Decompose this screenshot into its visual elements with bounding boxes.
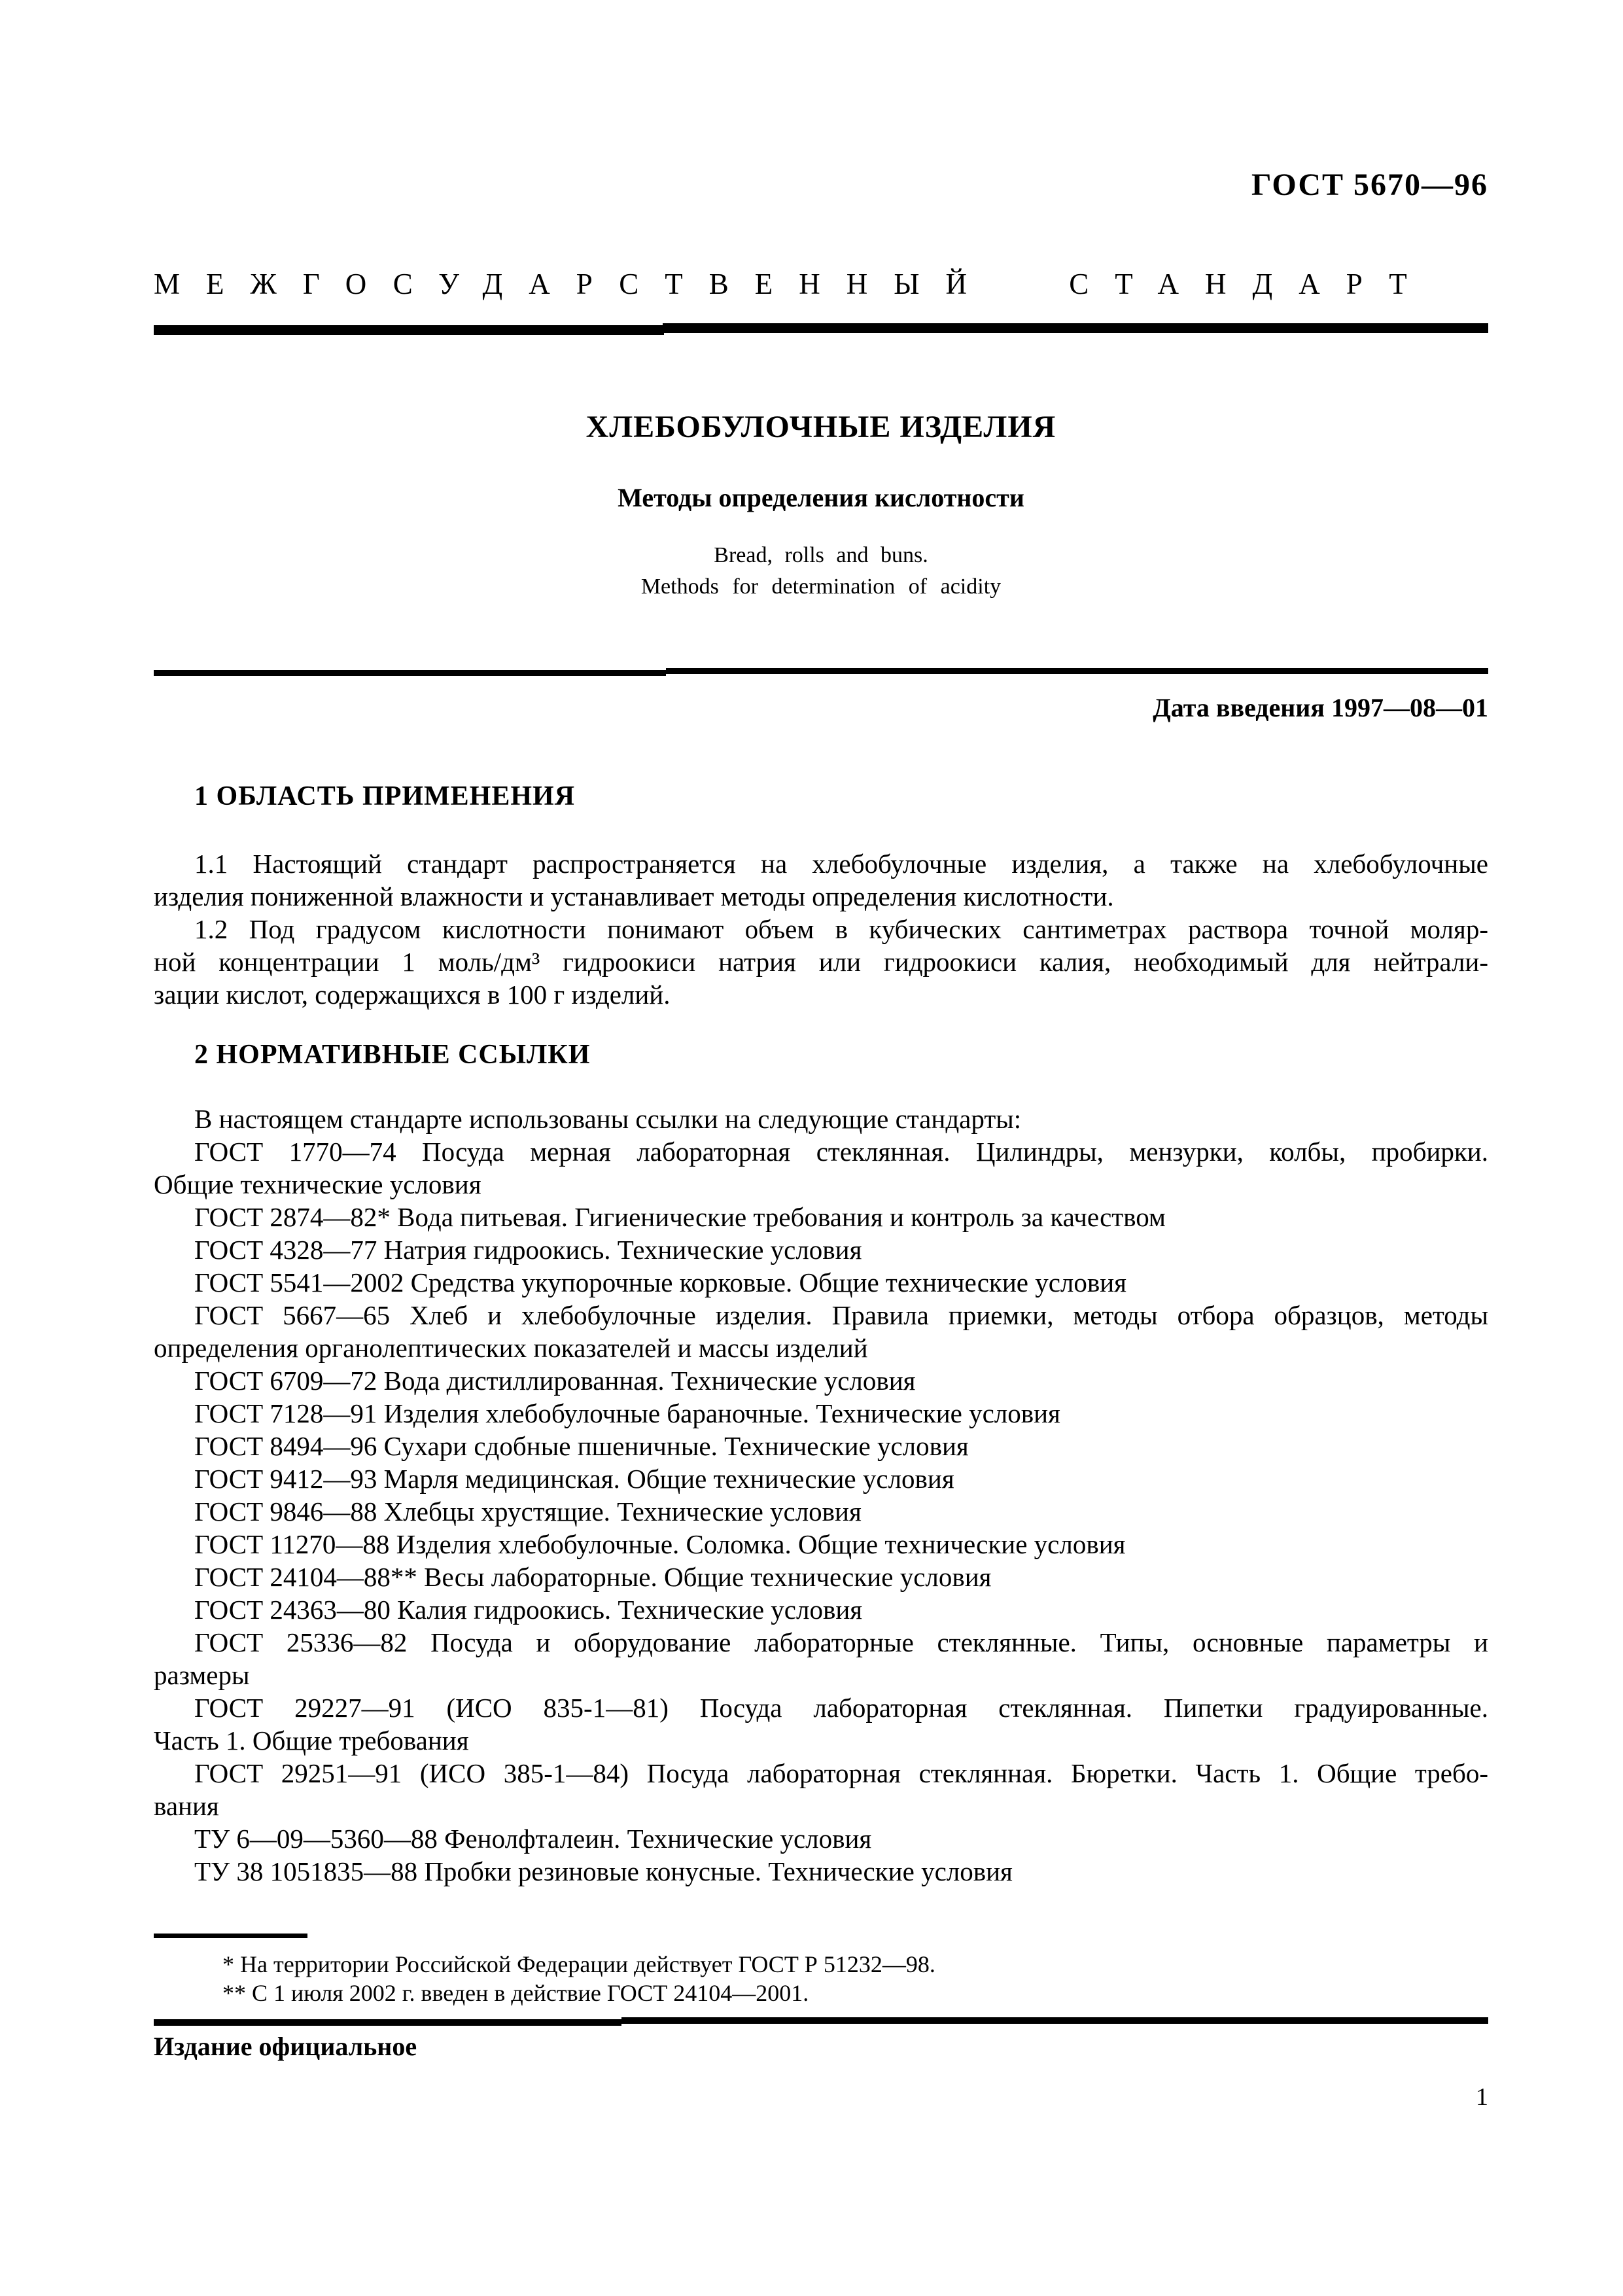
reference-line: В настоящем стандарте использованы ссылки на следующие стандарты:: [194, 1104, 1022, 1134]
doc-number: ГОСТ 5670—96: [1251, 168, 1488, 202]
reference-line: ГОСТ 24104—88** Весы лабораторные. Общие технические условия: [194, 1562, 992, 1592]
reference-line: ГОСТ 5667—65 Хлеб и хлебобулочные изделия. Правила приемки, методы отбора образцов, методы: [194, 1300, 1488, 1330]
reference-line: Общие технические условия: [154, 1169, 481, 1199]
section-2-heading: 2 НОРМАТИВНЫЕ ССЫЛКИ: [194, 1040, 591, 1070]
text-line: изделия пониженной влажности и устанавливает методы определения кислотности.: [154, 881, 1114, 911]
top-rule-left: [154, 325, 664, 335]
reference-line: ГОСТ 6709—72 Вода дистиллированная. Технические условия: [194, 1366, 916, 1396]
page-number: 1: [1476, 2083, 1488, 2111]
footnote-separator: [154, 1934, 307, 1938]
footnote: * На территории Российской Федерации действует ГОСТ Р 51232—98.: [222, 1951, 935, 1977]
standard-type-banner: МЕЖГОСУДАРСТВЕННЫЙ СТАНДАРТ: [154, 268, 1433, 300]
reference-line: ГОСТ 2874—82* Вода питьевая. Гигиенические требования и контроль за качеством: [194, 1202, 1166, 1232]
reference-line: ГОСТ 4328—77 Натрия гидроокись. Технические условия: [194, 1235, 862, 1265]
reference-line: ГОСТ 24363—80 Калия гидроокись. Технические условия: [194, 1595, 863, 1625]
reference-line: Часть 1. Общие требования: [154, 1725, 469, 1756]
text-line: 1.2 Под градусом кислотности понимают объем в кубических сантиметрах раствора точной моляр-: [194, 914, 1488, 944]
document-title: ХЛЕБОБУЛОЧНЫЕ ИЗДЕЛИЯ: [585, 410, 1056, 444]
reference-line: размеры: [154, 1660, 250, 1690]
edition-note: Издание официальное: [154, 2032, 417, 2061]
reference-line: ГОСТ 5541—2002 Средства укупорочные корковые. Общие технические условия: [194, 1267, 1127, 1298]
reference-line: ТУ 6—09—5360—88 Фенолфталеин. Технические условия: [194, 1824, 872, 1854]
top-rule-right: [663, 323, 1488, 333]
reference-line: ГОСТ 11270—88 Изделия хлебобулочные. Соломка. Общие технические условия: [194, 1529, 1126, 1559]
mid-rule-right: [666, 668, 1488, 674]
section-1-body: [154, 847, 1488, 1011]
reference-line: определения органолептических показателей и массы изделий: [154, 1333, 868, 1363]
section-1-heading: 1 ОБЛАСТЬ ПРИМЕНЕНИЯ: [194, 781, 576, 811]
section-2-body: [154, 1103, 1488, 1888]
introduction-date: Дата введения 1997—08—01: [1153, 693, 1488, 722]
text-line: ной концентрации 1 моль/дм³ гидроокиси натрия или гидроокиси калия, необходимый для нейтрали-: [154, 947, 1488, 977]
title-english-line1: Bread, rolls and buns.: [714, 543, 928, 567]
text-line: 1.1 Настоящий стандарт распространяется на хлебобулочные изделия, а также на хлебобулочные: [194, 849, 1488, 879]
reference-line: вания: [154, 1791, 219, 1821]
reference-line: ГОСТ 29251—91 (ИСО 385-1—84) Посуда лабораторная стеклянная. Бюретки. Часть 1. Общие требо-: [194, 1758, 1488, 1788]
footnote: ** С 1 июля 2002 г. введен в действие ГОСТ 24104—2001.: [222, 1980, 809, 2006]
mid-rule-left: [154, 670, 666, 676]
reference-line: ГОСТ 1770—74 Посуда мерная лабораторная стеклянная. Цилиндры, мензурки, колбы, пробирки.: [194, 1137, 1488, 1167]
reference-line: ГОСТ 29227—91 (ИСО 835-1—81) Посуда лабораторная стеклянная. Пипетки градуированные.: [194, 1693, 1488, 1723]
reference-line: ГОСТ 9846—88 Хлебцы хрустящие. Технические условия: [194, 1496, 862, 1527]
title-english-line2: Methods for determination of acidity: [640, 574, 1002, 599]
reference-line: ГОСТ 7128—91 Изделия хлебобулочные бараночные. Технические условия: [194, 1398, 1060, 1428]
reference-line: ТУ 38 1051835—88 Пробки резиновые конусные. Технические условия: [194, 1856, 1013, 1886]
reference-line: ГОСТ 9412—93 Марля медицинская. Общие технические условия: [194, 1464, 954, 1494]
bottom-rule-right: [621, 2017, 1488, 2024]
document-subtitle: Методы определения кислотности: [618, 483, 1024, 512]
footnotes: [154, 1950, 1488, 2007]
text-line: зации кислот, содержащихся в 100 г изделий.: [154, 980, 671, 1010]
bottom-rule-left: [154, 2019, 621, 2026]
reference-line: ГОСТ 25336—82 Посуда и оборудование лабораторные стеклянные. Типы, основные параметры и: [194, 1627, 1488, 1657]
reference-line: ГОСТ 8494—96 Сухари сдобные пшеничные. Технические условия: [194, 1431, 969, 1461]
